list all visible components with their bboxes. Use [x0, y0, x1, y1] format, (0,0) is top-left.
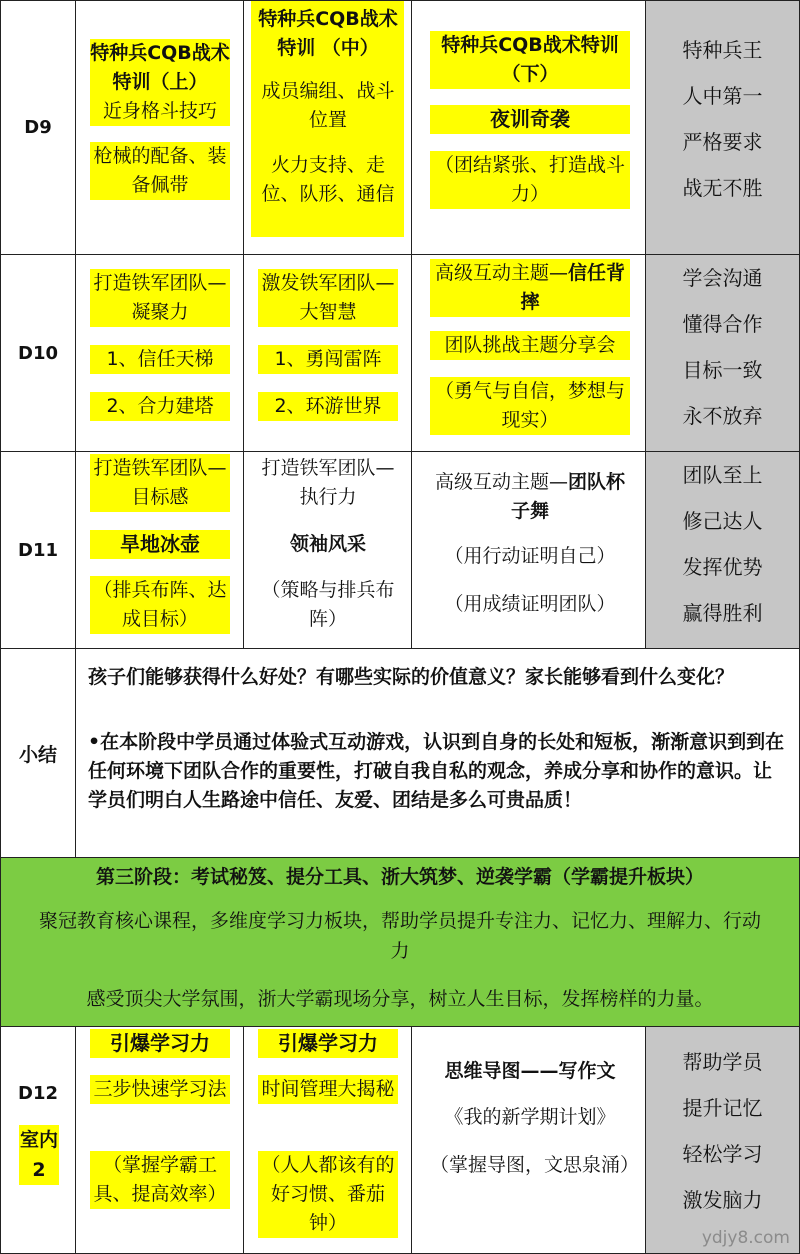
activity-line: （掌握导图，文思泉涌）	[430, 1154, 640, 1176]
values-list	[646, 27, 799, 211]
values-cell	[645, 254, 800, 452]
activity-cell	[75, 1026, 244, 1254]
values-list	[646, 1039, 799, 1223]
room-label: 室内2	[19, 1125, 59, 1185]
activity-title: 打造铁军团队—执行力	[261, 457, 395, 508]
values-cell	[645, 451, 800, 649]
activity-line: 2、合力建塔	[90, 392, 230, 421]
values-list	[646, 255, 799, 439]
value-item: 严格要求	[682, 130, 763, 154]
activity-cell	[411, 1026, 646, 1254]
values-list	[646, 452, 799, 636]
value-item: 修己达人	[682, 509, 763, 533]
summary-question: 孩子们能够获得什么好处？有哪些实际的价值意义？家长能够看到什么变化？	[88, 666, 735, 688]
activity-line: 近身格斗技巧	[90, 97, 230, 126]
activity-title: 引爆学习力	[258, 1029, 398, 1058]
activity-title: 特种兵CQB战术特训（下）	[430, 31, 630, 89]
day-label-cell	[0, 451, 76, 649]
activity-title: 打造铁军团队—凝聚力	[90, 269, 230, 327]
activity-cell	[411, 0, 646, 255]
activity-cell	[75, 0, 244, 255]
activity-title	[430, 259, 630, 317]
value-item: 帮助学员	[682, 1050, 763, 1074]
activity-line: 1、信任天梯	[90, 345, 230, 374]
activity-cell	[243, 1026, 412, 1254]
day-label-cell	[0, 254, 76, 452]
value-item: 团队至上	[682, 463, 763, 487]
value-item: 轻松学习	[682, 1142, 763, 1166]
activity-title: 激发铁军团队—大智慧	[258, 269, 398, 327]
activity-cell	[243, 254, 412, 452]
activity-cell	[243, 451, 412, 649]
activity-cell	[411, 254, 646, 452]
value-item: 懂得合作	[682, 312, 763, 336]
value-item: 目标一致	[682, 358, 763, 382]
activity-cell	[75, 254, 244, 452]
activity-line: （排兵布阵、达成目标）	[90, 576, 230, 634]
activity-title: 打造铁军团队—目标感	[90, 454, 230, 512]
day-label-cell	[0, 1026, 76, 1254]
activity-line: 时间管理大揭秘	[258, 1075, 398, 1104]
stage-line: 感受顶尖大学氛围，浙大学霸现场分享，树立人生目标，发挥榜样的力量。	[86, 988, 714, 1010]
activity-line: 旱地冰壶	[90, 530, 230, 559]
activity-line: （用成绩证明团队）	[444, 593, 616, 615]
activity-cell	[243, 0, 412, 255]
watermark: ydjy8.com	[701, 1228, 790, 1248]
value-item: 发挥优势	[682, 555, 763, 579]
value-item: 人中第一	[682, 84, 763, 108]
activity-title: 特种兵CQB战术特训（上）	[90, 39, 230, 97]
value-item: 激发脑力	[682, 1188, 763, 1212]
activity-line: 1、勇闯雷阵	[258, 345, 398, 374]
activity-line: 成员编组、战斗位置	[261, 80, 395, 131]
activity-title	[430, 468, 630, 526]
stage-banner	[0, 857, 800, 1027]
value-item: 战无不胜	[682, 176, 763, 200]
summary-label: 小结	[18, 743, 57, 766]
activity-line: （团结紧张、打造战斗力）	[430, 151, 630, 209]
activity-title-prefix: 高级互动主题—	[434, 262, 568, 284]
activity-title-prefix: 高级互动主题—	[434, 471, 568, 493]
activity-line: （人人都该有的好习惯、番茄钟）	[258, 1151, 398, 1238]
activity-cell	[411, 451, 646, 649]
summary-label-cell	[0, 648, 76, 858]
activity-line: 火力支持、走位、队形、通信	[261, 154, 395, 205]
value-item: 赢得胜利	[682, 601, 763, 625]
activity-line: 团队挑战主题分享会	[430, 331, 630, 360]
activity-line: 2、环游世界	[258, 392, 398, 421]
activity-line: 枪械的配备、装备佩带	[90, 142, 230, 200]
value-item: 学会沟通	[682, 266, 763, 290]
activity-title: 引爆学习力	[90, 1029, 230, 1058]
activity-line: （勇气与自信，梦想与现实）	[430, 377, 630, 435]
activity-title: 思维导图——写作文	[444, 1060, 616, 1082]
activity-line: 夜训奇袭	[430, 105, 630, 134]
stage-title: 第三阶段：考试秘笈、提分工具、浙大筑梦、逆袭学霸（学霸提升板块）	[95, 866, 704, 888]
value-item: 特种兵王	[682, 38, 763, 62]
activity-title: 特种兵CQB战术特训 （中）	[258, 8, 398, 59]
day-label: D11	[18, 539, 58, 561]
value-item: 提升记忆	[682, 1096, 763, 1120]
activity-line: 三步快速学习法	[90, 1075, 230, 1104]
day-label-cell	[0, 0, 76, 255]
day-label: D9	[24, 117, 52, 138]
summary-paragraph: •在本阶段中学员通过体验式互动游戏，认识到自身的长处和短板，渐渐意识到到在任何环境下团队合作的重要性，打破自我自私的观念，养成分享和协作的意识。让学员们明白人生路途中信任、友爱、团结是多么可贵品质！	[88, 731, 785, 811]
activity-title-emph: 信任背摔	[520, 262, 626, 313]
activity-line: （用行动证明自己）	[444, 545, 616, 567]
stage-line: 聚冠教育核心课程，多维度学习力板块，帮助学员提升专注力、记忆力、理解力、行动力	[38, 910, 761, 962]
day-label: D10	[18, 342, 58, 364]
activity-line: 《我的新学期计划》	[444, 1106, 616, 1128]
activity-title-emph: 团队杯子舞	[510, 471, 626, 522]
activity-cell	[75, 451, 244, 649]
values-cell	[645, 1026, 800, 1254]
activity-line: （策略与排兵布阵）	[261, 579, 395, 630]
value-item: 永不放弃	[682, 404, 763, 428]
values-cell	[645, 0, 800, 255]
day-label: D12	[18, 1083, 58, 1104]
activity-line: （掌握学霸工具、提高效率）	[90, 1151, 230, 1209]
activity-line: 领袖风采	[289, 533, 366, 555]
